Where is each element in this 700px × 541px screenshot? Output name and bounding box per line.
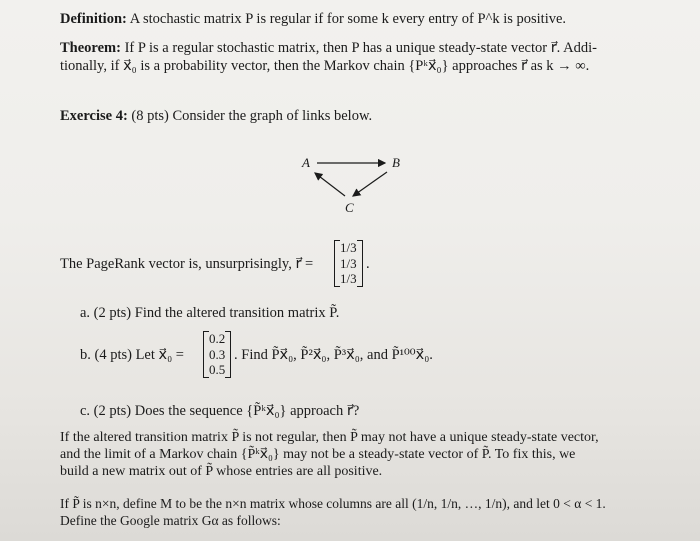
exercise-line — [60, 107, 372, 126]
node-a: A — [302, 155, 310, 170]
theorem-label: Theorem: — [60, 40, 121, 56]
pagerank-text: The PageRank vector is, unsurprisingly, r⃗ = — [60, 256, 314, 272]
part-a: a. (2 pts) Find the altered transition matrix P̃. — [80, 305, 340, 321]
paragraph-line-1: If the altered transition matrix P̃ is not regular, then P̃ may not have a unique steady-state vector, — [60, 430, 599, 445]
vector-entry: 0.2 — [209, 331, 226, 346]
theorem-text-1: If P is a regular stochastic matrix, then P has a unique steady-state vector r⃗. Addi- — [124, 40, 597, 56]
definition-label: Definition: — [60, 11, 127, 27]
part-c: c. (2 pts) Does the sequence {P̃ᵏx⃗₀} approach r⃗? — [80, 403, 360, 419]
pagerank-period: . — [366, 256, 370, 272]
definition-line — [60, 10, 566, 29]
edge-b-to-c — [353, 172, 387, 196]
exercise-label: Exercise 4: — [60, 108, 128, 124]
vector-entry: 0.3 — [209, 346, 226, 362]
pagerank-vector — [340, 240, 357, 287]
paragraph-line-3: build a new matrix out of P̃ whose entries are all positive. — [60, 464, 383, 479]
definition-text: A stochastic matrix P is regular if for some k every entry of P^k is positive. — [129, 11, 567, 27]
initial-vector — [209, 331, 225, 378]
link-graph — [290, 150, 420, 225]
theorem-line-1 — [60, 39, 597, 58]
vector-entry: 1/3 — [340, 271, 357, 286]
part-b-suffix: . Find P̃x⃗₀, P̃²x⃗₀, P̃³x⃗₀, and P̃¹⁰⁰x⃗₀. — [234, 347, 433, 363]
theorem-line-2: tionally, if x⃗₀ is a probability vector, then the Markov chain {Pᵏx⃗₀} approaches r⃗ as k → ∞. — [60, 58, 590, 74]
paragraph-line-2: and the limit of a Markov chain {P̃ᵏx⃗₀} may not be a steady-state vector of P̃. To fix this, we — [60, 447, 576, 462]
final-line-1: If P̃ is n×n, define M to be the n×n matrix whose columns are all (1/n, 1/n, …, 1/n), and let 0 < α < 1. — [60, 496, 606, 511]
node-c: C — [345, 200, 354, 215]
edge-c-to-a — [315, 173, 345, 196]
node-b: B — [392, 155, 400, 170]
vector-entry: 0.5 — [209, 362, 226, 377]
part-b-prefix: b. (4 pts) Let x⃗₀ = — [80, 347, 184, 363]
vector-entry: 1/3 — [340, 240, 357, 255]
final-line-2: Define the Google matrix Gα as follows: — [60, 513, 281, 528]
vector-entry: 1/3 — [340, 255, 357, 271]
exercise-text: (8 pts) Consider the graph of links below. — [131, 108, 373, 124]
